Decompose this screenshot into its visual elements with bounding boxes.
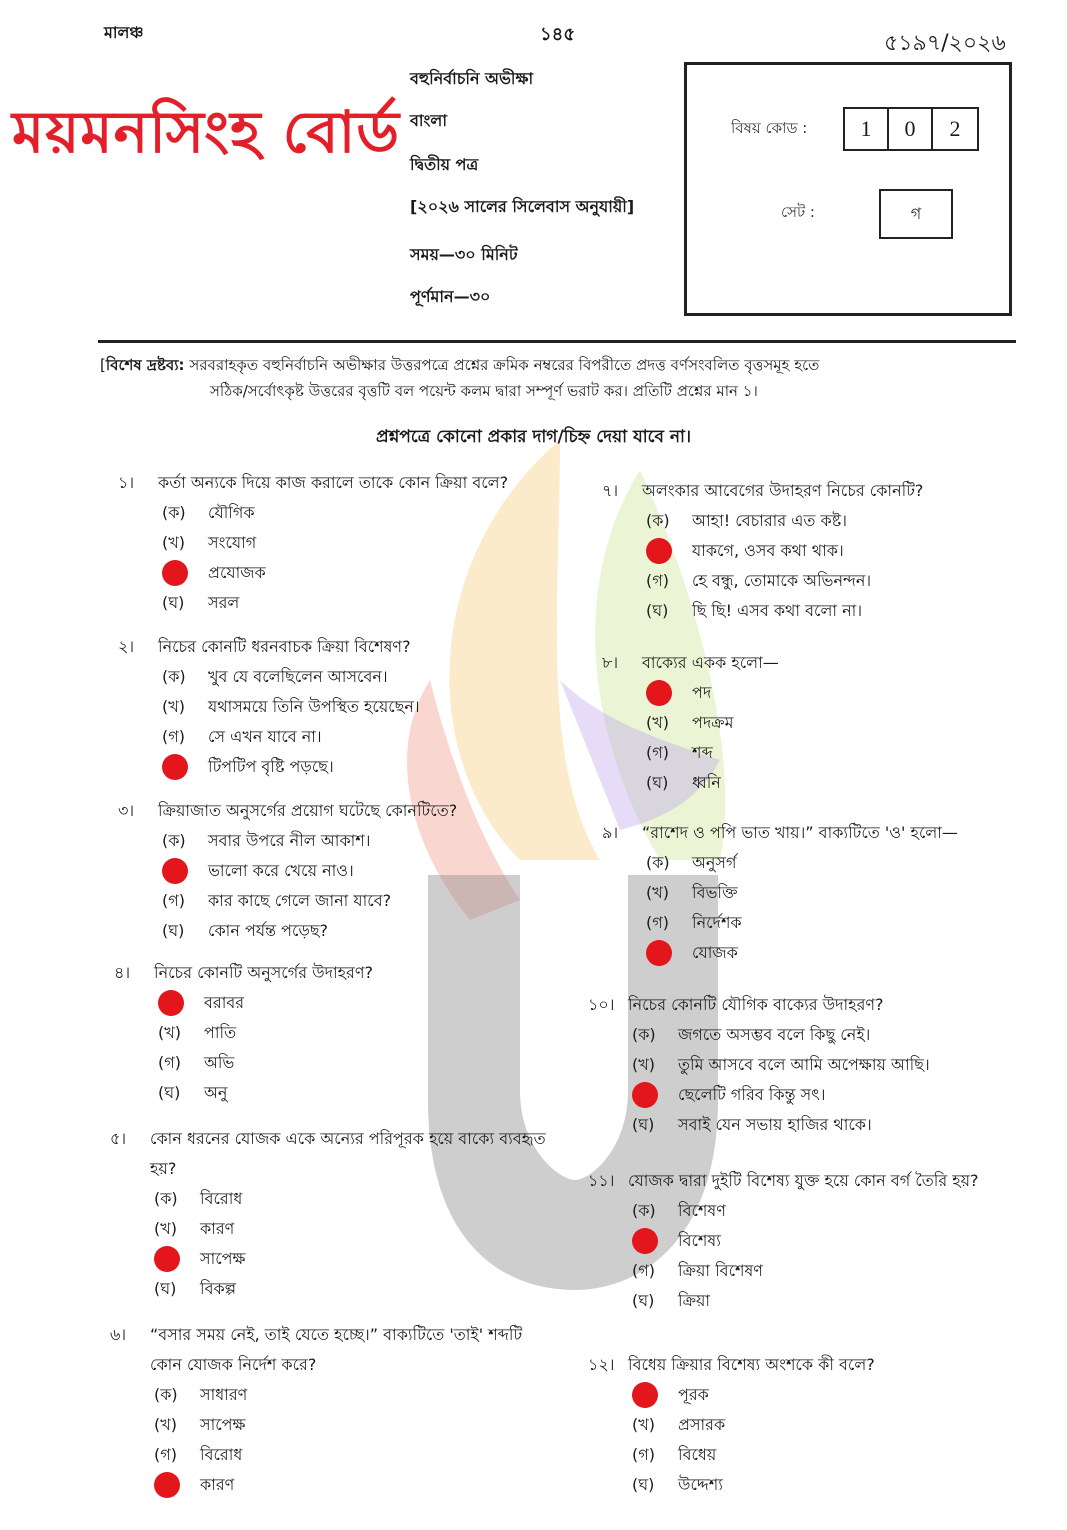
option-row[interactable] [632,1380,1028,1410]
option-row[interactable] [632,1286,1028,1316]
option-row[interactable] [646,708,1042,738]
option-marker [646,940,692,966]
question-stem [114,958,554,988]
option-text: ভালো করে খেয়ে নাও। [208,860,354,880]
question-12 [588,1350,1028,1500]
header-divider [98,340,1016,343]
option-row[interactable] [632,1470,1028,1500]
option-row[interactable] [632,1020,1028,1050]
option-row[interactable] [632,1196,1028,1226]
option-row[interactable] [632,1256,1028,1286]
filled-answer-dot [154,1246,180,1272]
option-letter: (গ) [158,1052,181,1072]
option-row[interactable] [646,506,1042,536]
question-text: “রাশেদ ও পপি ভাত খায়।” বাক্যটিতে 'ও' হলো— [642,823,958,842]
option-letter: (গ) [162,726,185,746]
option-letter: (ক) [162,830,186,850]
option-row[interactable] [158,1018,554,1048]
question-text: “বসার সময় নেই, তাই যেতে হচ্ছে।” বাক্যটিতে 'তাই' শব্দটি কোন যোজক নির্দেশ করে? [150,1325,523,1374]
option-row[interactable] [162,692,558,722]
option-text: ক্রিয়া [678,1290,711,1310]
question-stem [118,632,558,662]
option-marker [154,1472,200,1498]
option-marker [646,680,692,706]
option-text: অভি [204,1052,235,1072]
subject-code-digits [843,107,979,151]
option-marker [632,1228,678,1254]
option-text: সবাই যেন সভায় হাজির থাকে। [678,1114,872,1134]
option-row[interactable] [162,588,558,618]
option-text: সরল [208,592,240,612]
option-row[interactable] [162,886,558,916]
option-letter: (খ) [154,1218,177,1238]
option-text: ধ্বনি [692,772,721,792]
option-letter: (ঘ) [646,600,669,620]
question-number: ২। [118,637,135,656]
question-stem [588,990,1028,1020]
option-row[interactable] [162,528,558,558]
time-limit: সময়—৩০ মিনিট [410,245,518,264]
question-stem [602,648,1042,678]
option-text: সবার উপরে নীল আকাশ। [208,830,371,850]
option-letter: (ক) [154,1188,178,1208]
option-row[interactable] [646,566,1042,596]
option-letter: (খ) [158,1022,181,1042]
code-reference: ৫১৯৭/২০২৬ [884,31,1006,56]
option-letter: (ক) [632,1200,656,1220]
option-text: জগতে অসম্ভব বলে কিছু নেই। [678,1024,871,1044]
subject-code-box [684,62,1012,316]
question-text: নিচের কোনটি অনুসর্গের উদাহরণ? [154,963,373,982]
option-row[interactable] [646,536,1042,566]
option-row[interactable] [646,596,1042,626]
subject-name: বাংলা [410,111,447,130]
filled-answer-dot [646,680,672,706]
option-marker [154,1246,200,1272]
option-letter: (ক) [646,852,670,872]
syllabus-note: [২০২৬ সালের সিলেবাস অনুযায়ী] [410,197,635,216]
option-row[interactable] [158,1048,554,1078]
filled-answer-dot [632,1382,658,1408]
option-marker [646,538,692,564]
option-text: বিভক্তি [692,882,738,902]
question-6 [110,1320,550,1500]
option-row[interactable] [162,826,558,856]
question-number: ৫। [110,1129,127,1148]
question-number: ৭। [602,481,619,500]
set-value: গ [879,189,953,239]
option-row[interactable] [632,1440,1028,1470]
option-letter: (গ) [646,570,669,590]
option-letter: (খ) [162,696,185,716]
question-text: বিধেয় ক্রিয়ার বিশেষ্য অংশকে কী বলে? [628,1355,875,1374]
warning-text: প্রশ্নপত্রে কোনো প্রকার দাগ/চিহ্ন দেয়া যাবে না। [375,427,692,447]
note-line-2: সঠিক/সর্বোৎকৃষ্ট উত্তরের বৃত্তটি বল পয়েন্ট কলম দ্বারা সম্পূর্ণ ভরাট কর। প্রতিটি প্রশ্নের মান ১। [210,382,758,400]
question-number: ১০। [588,995,615,1014]
board-title: ময়মনসিংহ বোর্ড [12,98,401,166]
filled-answer-dot [646,940,672,966]
question-text: কোন ধরনের যোজক একে অন্যের পরিপূরক হয়ে বাক্যে ব্যবহৃত হয়? [150,1129,546,1178]
question-10 [588,990,1028,1140]
special-note: [বিশেষ দ্রষ্টব্য: সরবরাহকৃত বহুনির্বাচনি অভীক্ষার উত্তরপত্রে প্রশ্নের ক্রমিক নম্বরের বিপরীতে প্রদত্ত বর্ণসংবলিত বৃত্তসমূহ হতে সঠিক/সর্বোৎকৃষ্ট উত্তরের বৃত্তটি বল পয়েন্ট কলম দ্বারা সম্পূর্ণ ভরাট কর। প্রতিটি প্রশ্নের মান ১। [100,352,1016,404]
option-letter: (ঘ) [632,1474,655,1494]
option-row[interactable] [154,1410,550,1440]
option-text: কারণ [200,1474,235,1494]
filled-answer-dot [158,990,184,1016]
option-marker [162,560,208,586]
option-row[interactable] [154,1274,550,1304]
option-row[interactable] [632,1110,1028,1140]
question-8 [602,648,1042,798]
paper-name: দ্বিতীয় পত্র [410,155,479,174]
question-3 [118,796,558,946]
option-row[interactable] [162,558,558,588]
option-row[interactable] [154,1440,550,1470]
question-stem [588,1166,1028,1196]
filled-answer-dot [162,858,188,884]
option-text: তুমি আসবে বলে আমি অপেক্ষায় আছি। [678,1054,930,1074]
option-text: ক্রিয়া বিশেষণ [678,1260,763,1280]
option-letter: (খ) [162,532,185,552]
exam-type: বহুনির্বাচনি অভীক্ষা [410,69,534,88]
question-text: যোজক দ্বারা দুইটি বিশেষ্য যুক্ত হয়ে কোন বর্গ তৈরি হয়? [628,1171,979,1190]
option-row[interactable] [646,678,1042,708]
option-row[interactable] [632,1410,1028,1440]
option-text: বিরোধ [200,1444,243,1464]
option-letter: (খ) [154,1414,177,1434]
note-title: বিশেষ দ্রষ্টব্য: [105,356,185,374]
option-text: খুব যে বলেছিলেন আসবেন। [208,666,388,686]
page-number: ১৪৫ [540,24,576,45]
question-stem [110,1320,550,1380]
option-row[interactable] [162,856,558,886]
option-row[interactable] [162,498,558,528]
option-letter: (গ) [162,890,185,910]
filled-answer-dot [154,1472,180,1498]
option-letter: (গ) [646,742,669,762]
option-letter: (ঘ) [632,1114,655,1134]
option-letter: (ক) [154,1384,178,1404]
option-text: সংযোগ [208,532,257,552]
question-2 [118,632,558,782]
question-text: নিচের কোনটি ধরনবাচক ক্রিয়া বিশেষণ? [158,637,411,656]
question-stem [110,1124,550,1184]
option-row[interactable] [646,738,1042,768]
question-text: অলংকার আবেগের উদাহরণ নিচের কোনটি? [642,481,924,500]
option-text: কোন পর্যন্ত পড়েছ? [208,920,329,940]
option-marker [162,858,208,884]
option-text: টিপটিপ বৃষ্টি পড়ছে। [208,756,334,776]
option-text: পাতি [204,1022,237,1042]
option-letter: (খ) [632,1054,655,1074]
option-text: অনু [204,1082,228,1102]
option-text: হে বন্ধু, তোমাকে অভিনন্দন। [692,570,872,590]
filled-answer-dot [162,560,188,586]
question-text: ক্রিয়াজাত অনুসর্গের প্রয়োগ ঘটেছে কোনটিতে? [158,801,458,820]
question-4 [114,958,554,1108]
option-row[interactable] [646,908,1042,938]
option-letter: (গ) [154,1444,177,1464]
subject-code-label: বিষয় কোড : [731,119,808,137]
option-text: বিধেয় [678,1444,717,1464]
code-digit: 0 [889,109,933,149]
option-text: বিশেষ্য [678,1230,721,1250]
option-letter: (গ) [632,1444,655,1464]
option-marker [632,1082,678,1108]
option-marker [632,1382,678,1408]
option-text: শব্দ [692,742,713,762]
option-text: যোজক [692,942,738,962]
option-row[interactable] [158,1078,554,1108]
option-row[interactable] [158,988,554,1018]
option-text: পদ [692,682,712,702]
option-row[interactable] [154,1184,550,1214]
option-row[interactable] [154,1244,550,1274]
option-letter: (ঘ) [158,1082,181,1102]
question-1 [118,468,558,618]
full-marks: পূর্ণমান—৩০ [410,287,491,306]
option-text: যৌগিক [208,502,255,522]
code-digit: 2 [949,116,961,141]
option-text: কার কাছে গেলে জানা যাবে? [208,890,392,910]
option-text: নির্দেশক [692,912,742,932]
option-text: পদক্রম [692,712,734,732]
option-letter: (গ) [632,1260,655,1280]
question-7 [602,476,1042,626]
option-text: প্রসারক [678,1414,726,1434]
option-text: পূরক [678,1384,709,1404]
question-number: ১। [118,473,135,492]
option-letter: (ঘ) [646,772,669,792]
option-text: ছেলেটি গরিব কিন্তু সৎ। [678,1084,826,1104]
option-text: প্রযোজক [208,562,266,582]
option-letter: (ক) [162,502,186,522]
option-text: কারণ [200,1218,235,1238]
option-text: অনুসর্গ [692,852,737,872]
question-stem [118,468,558,498]
option-letter: (খ) [646,712,669,732]
question-number: ৪। [114,963,131,982]
option-text: উদ্দেশ্য [678,1474,723,1494]
question-5 [110,1124,550,1304]
set-label: সেট : [781,203,815,221]
option-row[interactable] [162,752,558,782]
option-text: সাপেক্ষ [200,1248,246,1268]
option-row[interactable] [632,1226,1028,1256]
option-letter: (খ) [646,882,669,902]
option-text: বিকল্প [200,1278,237,1298]
option-row[interactable] [154,1214,550,1244]
option-row[interactable] [154,1470,550,1500]
option-letter: (গ) [646,912,669,932]
option-marker [162,754,208,780]
question-number: ৮। [602,653,619,672]
question-text: কর্তা অন্যকে দিয়ে কাজ করালে তাকে কোন ক্রিয়া বলে? [158,473,509,492]
question-stem [602,818,1042,848]
option-letter: (ঘ) [154,1278,177,1298]
option-text: বিশেষণ [678,1200,726,1220]
district-label: মালঞ্চ [104,23,144,42]
question-stem [118,796,558,826]
filled-answer-dot [646,538,672,564]
question-number: ৩। [118,801,135,820]
note-line-1: সরবরাহকৃত বহুনির্বাচনি অভীক্ষার উত্তরপত্রে প্রশ্নের ক্রমিক নম্বরের বিপরীতে প্রদত্ত বর্ণসংবলিত বৃত্তসমূহ হতে [189,356,820,374]
question-text: বাক্যের একক হলো— [642,653,779,672]
option-letter: (খ) [632,1414,655,1434]
option-letter: (ঘ) [632,1290,655,1310]
option-marker [158,990,204,1016]
option-text: সাধারণ [200,1384,248,1404]
filled-answer-dot [632,1082,658,1108]
question-11 [588,1166,1028,1316]
question-9 [602,818,1042,968]
option-letter: (ক) [632,1024,656,1044]
option-text: যথাসময়ে তিনি উপস্থিত হয়েছেন। [208,696,420,716]
filled-answer-dot [162,754,188,780]
option-letter: (ক) [162,666,186,686]
option-row[interactable] [646,938,1042,968]
option-text: আহা! বেচারার এত কষ্ট। [692,510,847,530]
option-text: বরাবর [204,992,245,1012]
option-row[interactable] [154,1380,550,1410]
code-digit: 1 [845,109,889,149]
question-number: ৬। [110,1325,127,1344]
option-row[interactable] [632,1080,1028,1110]
option-text: সাপেক্ষ [200,1414,246,1434]
option-letter: (ক) [646,510,670,530]
option-row[interactable] [646,878,1042,908]
question-stem [602,476,1042,506]
option-letter: (ঘ) [162,592,185,612]
option-row[interactable] [162,916,558,946]
option-text: ছি ছি! এসব কথা বলো না। [692,600,863,620]
question-text: নিচের কোনটি যৌগিক বাক্যের উদাহরণ? [628,995,884,1014]
question-stem [588,1350,1028,1380]
option-letter: (ঘ) [162,920,185,940]
option-row[interactable] [646,768,1042,798]
option-row[interactable] [632,1050,1028,1080]
option-text: বিরোধ [200,1188,243,1208]
option-text: সে এখন যাবে না। [208,726,322,746]
question-number: ১১। [588,1171,615,1190]
option-row[interactable] [162,662,558,692]
option-row[interactable] [646,848,1042,878]
question-number: ১২। [588,1355,615,1374]
option-row[interactable] [162,722,558,752]
option-text: যাকগে, ওসব কথা থাক। [692,540,844,560]
question-number: ৯। [602,823,619,842]
filled-answer-dot [632,1228,658,1254]
